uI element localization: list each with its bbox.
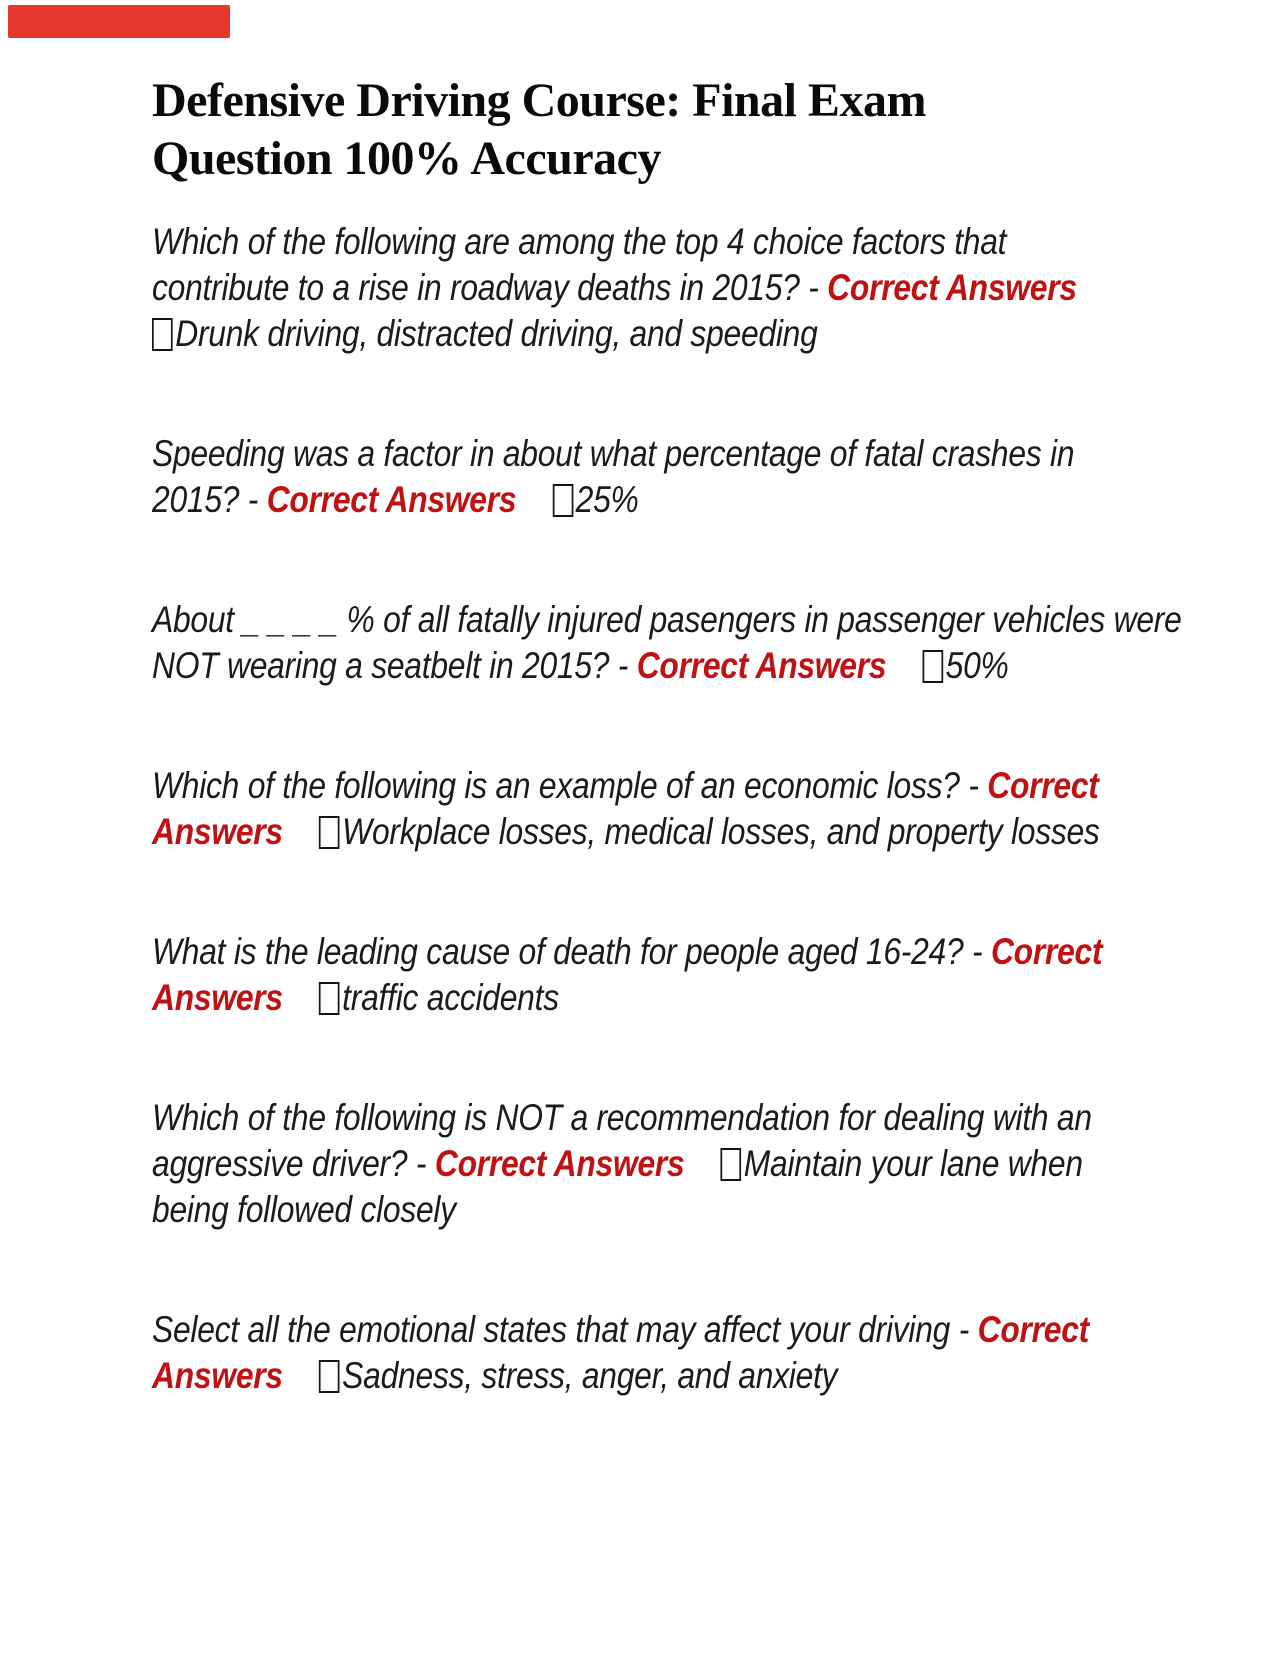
question-text-run: traffic accidents <box>342 977 559 1018</box>
question-text-run: Which of the following are among the top 4 choice factors that <box>152 221 1007 262</box>
question-paragraph <box>152 763 1098 855</box>
correct-answers-label: Correct Answers <box>827 267 1077 308</box>
missing-glyph-box-icon <box>319 816 340 849</box>
missing-glyph-box-icon <box>319 1360 340 1393</box>
document-page <box>152 72 1252 1473</box>
question-text-run: aggressive driver? - <box>152 1143 435 1184</box>
missing-glyph-box-icon <box>721 1148 742 1181</box>
text-line <box>152 265 1098 311</box>
question-text-run: Which of the following is NOT a recommendation for dealing with an <box>152 1097 1092 1138</box>
missing-glyph-box-icon <box>319 982 340 1015</box>
correct-answers-label: Answers <box>152 977 283 1018</box>
question-text-run: contribute to a rise in roadway deaths in 2015? - <box>152 267 828 308</box>
text-line <box>152 763 1098 809</box>
text-line <box>152 643 1098 689</box>
question-text-run: Which of the following is an example of an economic loss? - <box>152 765 988 806</box>
missing-glyph-box-icon <box>152 318 173 351</box>
question-text-run: 25% <box>575 479 639 520</box>
question-text-run: Sadness, stress, anger, and anxiety <box>342 1355 838 1396</box>
page-title-line-2: Question 100% Accuracy <box>152 132 661 185</box>
text-line <box>152 219 1098 265</box>
missing-glyph-box-icon <box>922 650 943 683</box>
question-text-run: What is the leading cause of death for people aged 16-24? - <box>152 931 991 972</box>
question-text-run: Maintain your lane when <box>743 1143 1083 1184</box>
correct-answers-label: Correct Answers <box>434 1143 685 1184</box>
question-text-run: Drunk driving, distracted driving, and speeding <box>175 313 818 354</box>
text-line <box>152 1141 1098 1187</box>
correct-answers-label: Correct Answers <box>636 645 887 686</box>
question-paragraph <box>152 1307 1098 1399</box>
question-text-run: Workplace losses, medical losses, and property losses <box>342 811 1100 852</box>
question-text-run: NOT wearing a seatbelt in 2015? - <box>152 645 637 686</box>
correct-answers-label: Answers <box>152 1355 283 1396</box>
top-banner <box>8 5 230 38</box>
question-text-run: 2015? - <box>152 479 267 520</box>
text-line <box>152 431 1098 477</box>
text-line <box>152 1353 1098 1399</box>
text-line <box>152 929 1103 975</box>
page-title-line-1: Defensive Driving Course: Final Exam <box>152 74 926 127</box>
text-line <box>152 477 1098 523</box>
correct-answers-label: Correct <box>990 931 1103 972</box>
missing-glyph-box-icon <box>552 484 573 517</box>
page-title <box>152 72 1252 188</box>
question-text-run: Speeding was a factor in about what percentage of fatal crashes in <box>152 433 1075 474</box>
question-text-run: 50% <box>945 645 1009 686</box>
text-line <box>152 597 1182 643</box>
question-paragraph <box>152 597 1182 689</box>
question-text-run: Select all the emotional states that may affect your driving - <box>152 1309 978 1350</box>
text-line <box>152 975 1098 1021</box>
text-line <box>152 1307 1098 1353</box>
question-paragraph <box>152 431 1098 523</box>
questions <box>152 219 1252 1399</box>
question-text-run: being followed closely <box>152 1189 456 1230</box>
text-line <box>152 1187 1098 1233</box>
correct-answers-label: Correct <box>987 765 1099 806</box>
text-line <box>152 809 1098 855</box>
text-line <box>152 311 1098 357</box>
question-paragraph <box>152 929 1103 1021</box>
question-paragraph <box>152 1095 1098 1233</box>
text-line <box>152 1095 1098 1141</box>
correct-answers-label: Correct Answers <box>266 479 517 520</box>
correct-answers-label: Correct <box>977 1309 1089 1350</box>
correct-answers-label: Answers <box>152 811 283 852</box>
question-text-run: About _ _ _ _ % of all fatally injured pasengers in passenger vehicles were <box>152 599 1182 640</box>
question-paragraph <box>152 219 1098 357</box>
